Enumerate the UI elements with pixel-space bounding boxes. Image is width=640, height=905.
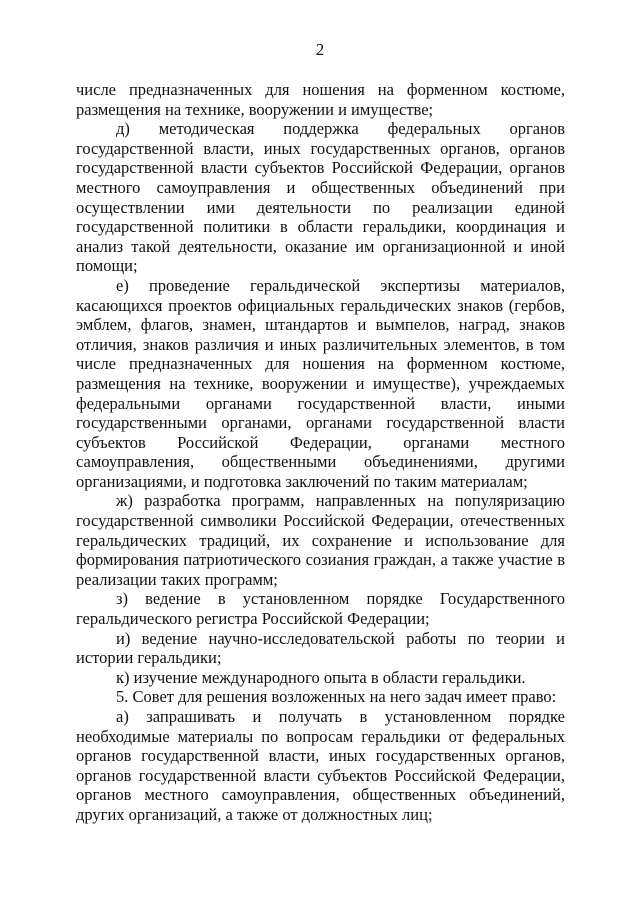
paragraph-continuation: числе предназначенных для ношения на форменном костюме, размещения на технике, вооружении и имуществе; bbox=[76, 80, 565, 119]
paragraph-item-zh: ж) разработка программ, направленных на популяризацию государственной символики Российской Федерации, отечественных геральдических традиций, их сохранение и использование для формирования патриотического созиания граждан, а также участие в реализации таких программ; bbox=[76, 491, 565, 589]
paragraph-item-z: з) ведение в установленном порядке Государственного геральдического регистра Российской Федерации; bbox=[76, 589, 565, 629]
paragraph-item-d: д) методическая поддержка федеральных органов государственной власти, иных государственных органов, органов государственной власти субъектов Российской Федерации, органов местного самоуправления и общественных объединений при осуществлении ими деятельности по реализации единой государственной политики в области геральдики, координация и анализ такой деятельности, оказание им организационной и иной помощи; bbox=[76, 119, 565, 276]
document-body bbox=[76, 80, 565, 825]
paragraph-section-5: 5. Совет для решения возложенных на него задач имеет право: bbox=[116, 687, 557, 707]
paragraph-item-i: и) ведение научно-исследовательской работы по теории и истории геральдики; bbox=[76, 628, 565, 668]
paragraph-item-k: к) изучение международного опыта в области геральдики. bbox=[116, 667, 526, 687]
paragraph-item-e: е) проведение геральдической экспертизы материалов, касающихся проектов официальных геральдических знаков (гербов, эмблем, флагов, знамен, штандартов и вымпелов, наград, знаков отличия, знаков различия и иных различительных элементов, в том числе предназначенных для ношения на форменном костюме, размещения на технике, вооружении и имуществе), учреждаемых федеральными органами государственной власти, иными государственными органами, органами государственной власти субъектов Российской Федерации, органами местного самоуправления, общественными объединениями, другими организациями, и подготовка заключений по таким материалам; bbox=[76, 275, 565, 491]
paragraph-item-a: а) запрашивать и получать в установленном порядке необходимые материалы по вопросам геральдики от федеральных органов государственной власти, иных государственных органов, органов государственной власти субъектов Российской Федерации, органов местного самоуправления, общественных объединений, других организаций, а также от должностных лиц; bbox=[76, 707, 565, 824]
page-number: 2 bbox=[315, 40, 325, 59]
